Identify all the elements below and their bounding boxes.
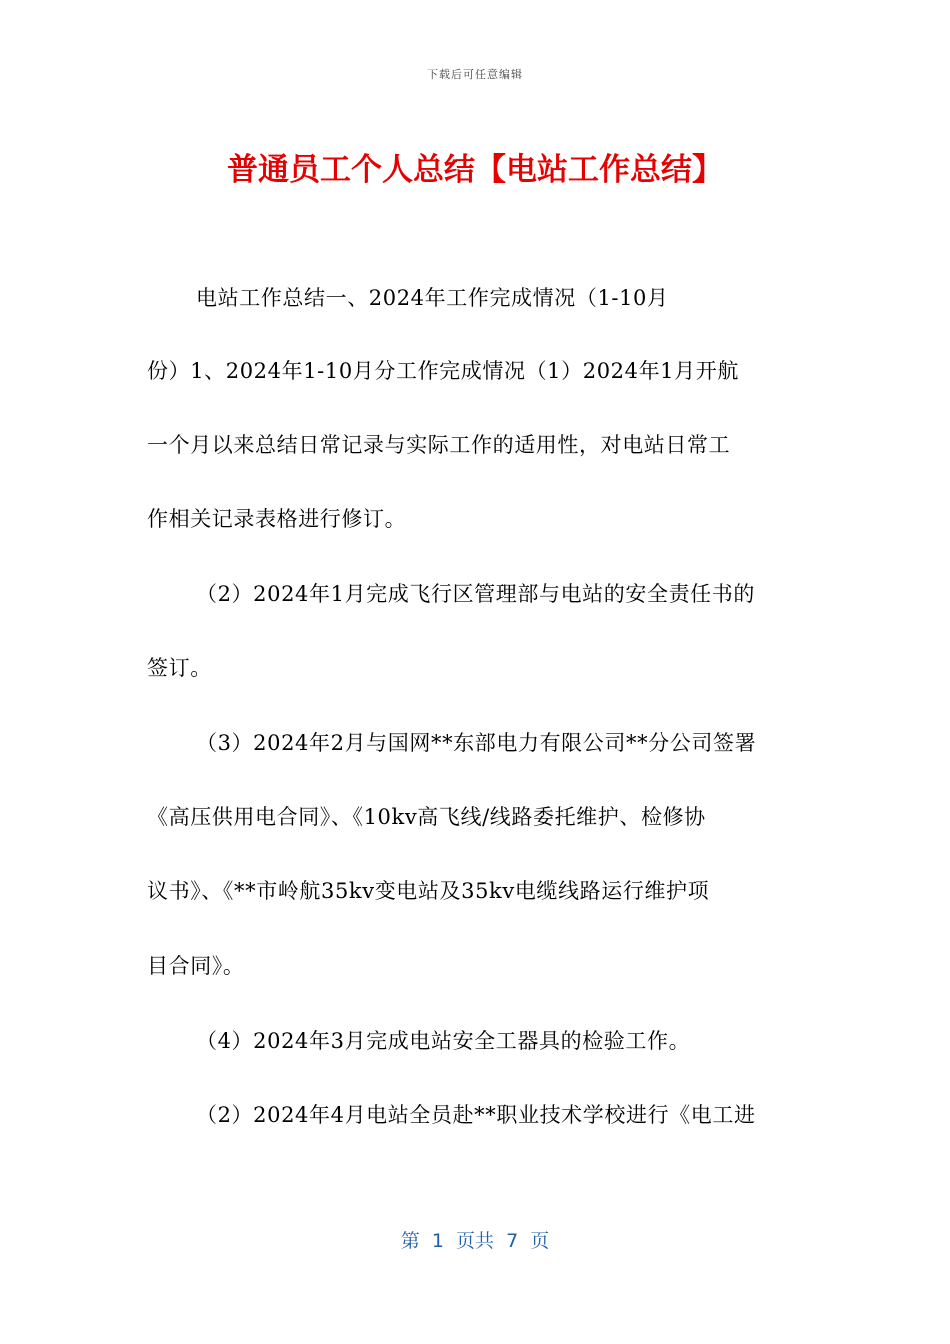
body-line: 《高压供用电合同》、《10kv高飞线/线路委托维护、检修协 <box>147 805 706 829</box>
body-line: 签订。 <box>147 656 212 680</box>
page-footer <box>0 1226 950 1253</box>
body-line: 议书》、《**市岭航35kv变电站及35kv电缆线路运行维护项 <box>147 879 710 903</box>
body-line: 作相关记录表格进行修订。 <box>147 507 407 531</box>
page-number-label: 第 1 页共 7 页 <box>400 1230 550 1252</box>
body-line: 目合同》。 <box>147 954 245 978</box>
body-line: 电站工作总结一、2024年工作完成情况（1-10月 <box>196 286 669 310</box>
body-line: 份）1、2024年1-10月分工作完成情况（1）2024年1月开航 <box>147 359 739 383</box>
header-note: 下载后可任意编辑 <box>427 68 523 81</box>
body-line: （2）2024年4月电站全员赴**职业技术学校进行《电工进 <box>196 1103 756 1127</box>
body-line: （2）2024年1月完成飞行区管理部与电站的安全责任书的 <box>196 582 755 606</box>
body-line: 一个月以来总结日常记录与实际工作的适用性，对电站日常工 <box>147 433 731 457</box>
body-line: （4）2024年3月完成电站安全工器具的检验工作。 <box>196 1029 691 1053</box>
body-line: （3）2024年2月与国网**东部电力有限公司**分公司签署 <box>196 731 757 755</box>
document-title: 普通员工个人总结【电站工作总结】 <box>227 152 723 188</box>
